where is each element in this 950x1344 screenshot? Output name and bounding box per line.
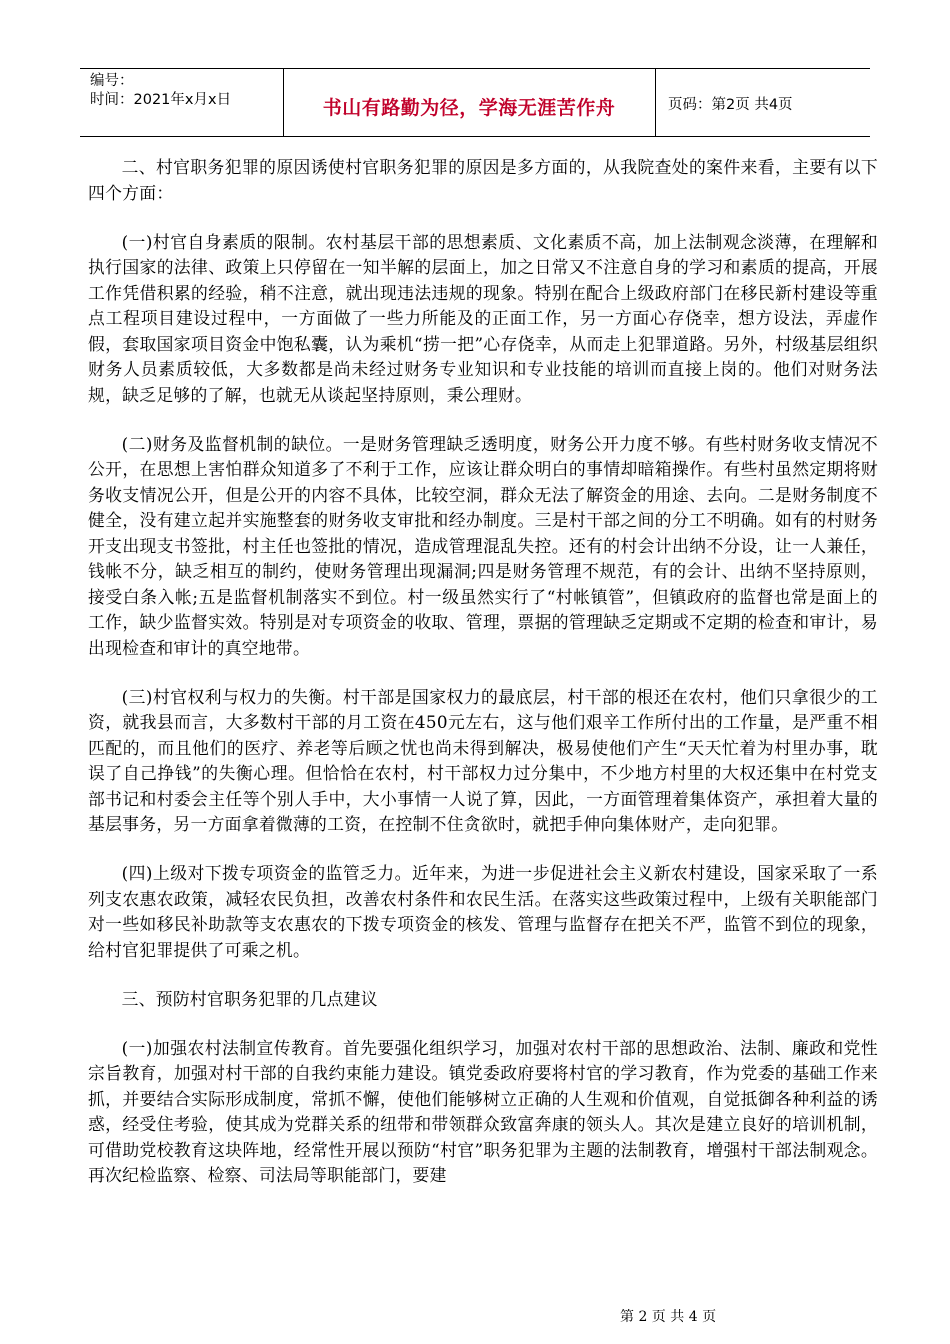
header-page-info: 页码：第2页 共4页 xyxy=(668,97,793,113)
page-header xyxy=(80,68,870,137)
paragraph-cause-four: (四)上级对下拨专项资金的监管乏力。近年来，为进一步促进社会主义新农村建设，国家采取了一系列支农惠农政策，减轻农民负担，改善农村条件和农民生活。在落实这些政策过程中，上级有关职能部门对一些如移民补助款等支农惠农的下拨专项资金的核发、管理与监督存在把关不严，监管不到位的现象，给村官犯罪提供了可乘之机。 xyxy=(88,863,878,960)
paragraph-cause-one: (一)村官自身素质的限制。农村基层干部的思想素质、文化素质不高，加上法制观念淡薄，在理解和执行国家的法律、政策上只停留在一知半解的层面上，加之日常又不注意自身的学习和素质的提高，开展工作凭借积累的经验，稍不注意，就出现违法违规的现象。特别在配合上级政府部门在移民新村建设等重点工程项目建设过程中，一方面做了一些力所能及的正面工作，另一方面心存侥幸，想方设法，弄虚作假，套取国家项目资金中饱私囊，认为乘机“捞一把”心存侥幸，从而走上犯罪道路。另外，村级基层组织财务人员素质较低，大多数都是尚未经过财务专业知识和专业技能的培训而直接上岗的。他们对财务法规，缺乏足够的了解，也就无从谈起坚持原则，秉公理财。 xyxy=(88,231,878,405)
header-meta xyxy=(90,72,280,110)
document-body xyxy=(88,155,878,1212)
document-date: 时间：2021年x月x日 xyxy=(90,92,232,108)
paragraph-cause-three: (三)村官权利与权力的失衡。村干部是国家权力的最底层，村干部的根还在农村，他们只拿很少的工资，就我县而言，大多数村干部的月工资在450元左右，这与他们艰辛工作所付出的工作量，是严重不相匹配的，而且他们的医疗、养老等后顾之忧也尚未得到解决，极易使他们产生“天天忙着为村里办事，耽误了自己挣钱”的失衡心理。但恰恰在农村，村干部权力过分集中，不少地方村里的大权还集中在村党支部书记和村委会主任等个别人手中，大小事情一人说了算，因此，一方面管理着集体资产，承担着大量的基层事务，另一方面拿着微薄的工资，在控制不住贪欲时，就把手伸向集体财产，走向犯罪。 xyxy=(88,686,878,834)
document-number-label: 编号： xyxy=(90,73,134,89)
section-two-heading-paragraph: 二、村官职务犯罪的原因诱使村官职务犯罪的原因是多方面的，从我院查处的案件来看，主要有以下四个方面： xyxy=(88,157,878,203)
paragraph-cause-two: (二)财务及监督机制的缺位。一是财务管理缺乏透明度，财务公开力度不够。有些村财务收支情况不公开，在思想上害怕群众知道多了不利于工作，应该让群众明白的事情却暗箱操作。有些村虽然定期将财务收支情况公开，但是公开的内容不具体，比较空洞，群众无法了解资金的用途、去向。二是财务制度不健全，没有建立起并实施整套的财务收支审批和经办制度。三是村干部之间的分工不明确。如有的村财务开支出现支书签批，村主任也签批的情况，造成管理混乱失控。还有的村会计出纳不分设，让一人兼任，钱帐不分，缺乏相互的制约，使财务管理出现漏洞;四是财务管理不规范，有的会计、出纳不坚持原则，接受白条入帐;五是监督机制落实不到位。村一级虽然实行了“村帐镇管”，但镇政府的监督也常是面上的工作，缺少监督实效。特别是对专项资金的收取、管理，票据的管理缺乏定期或不定期的检查和审计，易出现检查和审计的真空地带。 xyxy=(88,433,878,658)
page-footer: 第 2 页 共 4 页 xyxy=(620,1309,717,1325)
paragraph-suggestion-one: (一)加强农村法制宣传教育。首先要强化组织学习，加强对农村干部的思想政治、法制、廉政和党性宗旨教育，加强对村干部的自我约束能力建设。镇党委政府要将村官的学习教育，作为党委的基础工作来抓，并要结合实际形成制度，常抓不懈，使他们能够树立正确的人生观和价值观，自觉抵御各种利益的诱惑，经受住考验，使其成为党群关系的纽带和带领群众致富奔康的领头人。其次是建立良好的培训机制，可借助党校教育这块阵地，经常性开展以预防“村官”职务犯罪为主题的法制教育，增强村干部法制观念。再次纪检监察、检察、司法局等职能部门，要建 xyxy=(88,1037,878,1185)
header-motto: 书山有路勤为径，学海无涯苦作舟 xyxy=(322,97,616,119)
header-divider xyxy=(655,69,656,136)
section-three-heading: 三、预防村官职务犯罪的几点建议 xyxy=(121,988,378,1009)
